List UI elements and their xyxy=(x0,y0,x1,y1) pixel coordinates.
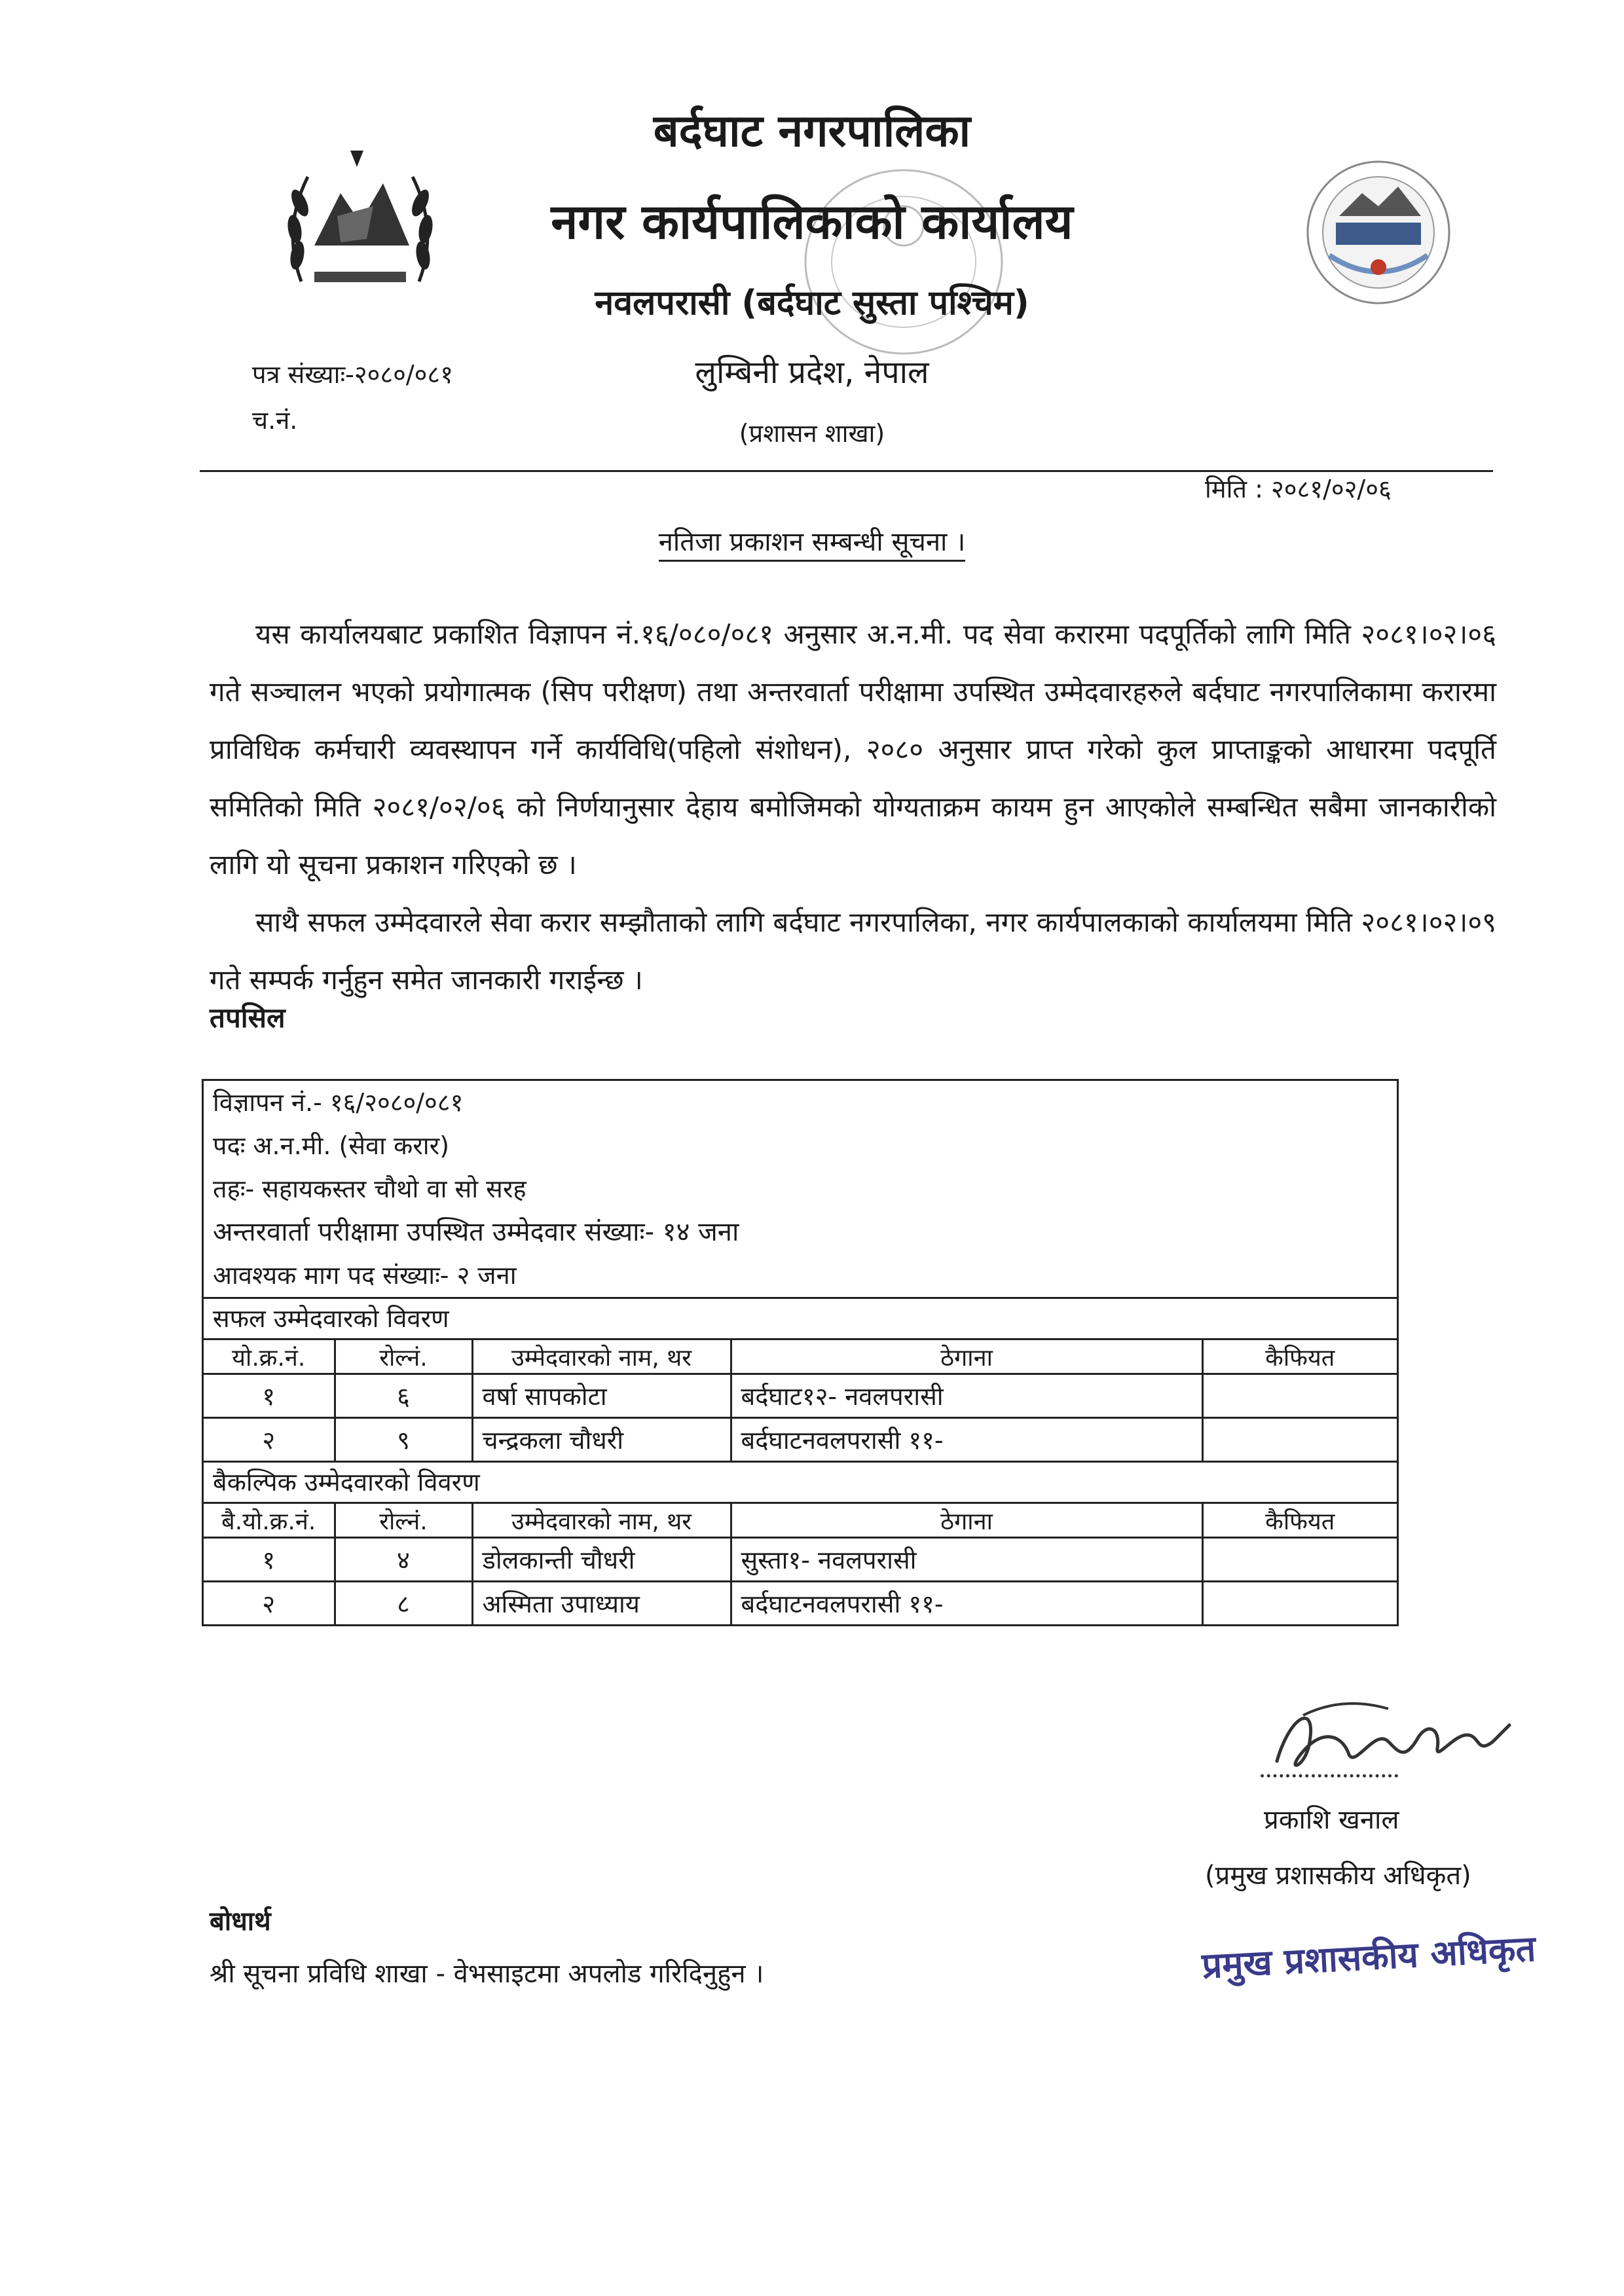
branch-line: (प्रशासन शाखा) xyxy=(739,419,885,448)
cell-sn: १ xyxy=(204,1538,335,1582)
cell-roll: ६ xyxy=(335,1374,472,1418)
municipality-name: बर्दघाट नगरपालिका xyxy=(653,105,971,157)
post-name: पदः अ.न.मी. (सेवा करार) xyxy=(213,1131,450,1160)
col-roll: रोल्नं. xyxy=(335,1339,472,1374)
table-row xyxy=(204,1374,1397,1418)
issue-date: मिति : २०८१/०२/०६ xyxy=(1205,475,1392,503)
paragraph-1: यस कार्यालयबाट प्रकाशित विज्ञापन नं.१६/०८०/०८१ अनुसार अ.न.मी. पद सेवा करारमा पदपूर्तिको लागि मिति २०८१।०२।०६ गते सञ्चालन भएको प्रयोगात्मक (सिप परीक्षण) तथा अन्तरवार्ता परीक्षामा उपस्थित उम्मेदवारहरुले बर्दघाट नगरपालिकामा करारमा प्राविधिक कर्मचारी व्यवस्थापन गर्ने कार्यविधि(पहिलो संशोधन), २०८० अनुसार प्राप्त गरेको कुल प्राप्ताङ्कको आधारमा पदपूर्ति समितिको मिति २०८१/०२/०६ को निर्णयानुसार देहाय बमोजिमको योग्यताक्रम कायम हुन आएकोले सम्बन्धित सबैमा जानकारीको लागि यो सूचना प्रकाशन गरिएको छ । xyxy=(210,618,1496,881)
signatory-title: (प्रमुख प्रशासकीय अधिकृत) xyxy=(1205,1861,1471,1891)
cell-remark xyxy=(1202,1582,1397,1625)
designation-stamp: प्रमुख प्रशासकीय अधिकृत xyxy=(1200,1927,1537,1987)
cell-address: बर्दघाटनवलपरासी ११- xyxy=(731,1418,1202,1461)
alternate-heading: बैकल्पिक उम्मेदवारको विवरण xyxy=(204,1461,1397,1502)
cell-remark xyxy=(1202,1374,1397,1418)
successful-heading: सफल उम्मेदवारको विवरण xyxy=(204,1297,1397,1338)
cell-address: सुस्ता१- नवलपरासी xyxy=(731,1538,1202,1582)
cell-address: बर्दघाट१२- नवलपरासी xyxy=(731,1374,1202,1418)
col-name: उम्मेदवारको नाम, थर xyxy=(472,1339,731,1374)
col-sn: यो.क्र.नं. xyxy=(204,1339,335,1374)
cell-remark xyxy=(1202,1538,1397,1582)
col-roll: रोल्नं. xyxy=(335,1503,472,1538)
dispatch-number: च.नं. xyxy=(252,406,298,435)
cc-label: बोधार्थ xyxy=(210,1906,271,1937)
subject-text: नतिजा प्रकाशन सम्बन्धी सूचना । xyxy=(659,527,966,562)
table-row xyxy=(204,1582,1397,1625)
signatory-name: प्रकाशि खनाल xyxy=(1264,1805,1399,1835)
successful-table xyxy=(204,1338,1397,1461)
results-box xyxy=(202,1079,1399,1626)
col-remark: कैफियत xyxy=(1202,1339,1397,1374)
cell-remark xyxy=(1202,1418,1397,1461)
paragraph-2: साथै सफल उम्मेदवारले सेवा करार सम्झौताको लागि बर्दघाट नगरपालिका, नगर कार्यपालकाको कार्यालयमा मिति २०८१।०२।०९ गते सम्पर्क गर्नुहुन समेत जानकारी गराईन्छ । xyxy=(210,906,1496,996)
handwritten-signature xyxy=(1264,1689,1526,1787)
cell-name: अस्मिता उपाध्याय xyxy=(472,1582,731,1625)
col-name: उम्मेदवारको नाम, थर xyxy=(472,1503,731,1538)
cell-roll: ९ xyxy=(335,1418,472,1461)
col-address: ठेगाना xyxy=(731,1339,1202,1374)
col-sn: बै.यो.क्र.नं. xyxy=(204,1503,335,1538)
letter-number: पत्र संख्याः-२०८०/०८१ xyxy=(252,360,453,389)
present-candidates: अन्तरवार्ता परीक्षामा उपस्थित उम्मेदवार संख्याः- १४ जना xyxy=(213,1217,739,1247)
table-row xyxy=(204,1538,1397,1582)
col-remark: कैफियत xyxy=(1202,1503,1397,1538)
post-level: तहः- सहायकस्तर चौथो वा सो सरह xyxy=(213,1175,526,1203)
office-name: नगर कार्यपालिकाको कार्यालय xyxy=(551,194,1073,250)
details-label: तपसिल xyxy=(210,1002,286,1034)
col-address: ठेगाना xyxy=(731,1503,1202,1538)
table-header-row xyxy=(204,1339,1397,1374)
cell-roll: ८ xyxy=(335,1582,472,1625)
cell-sn: २ xyxy=(204,1418,335,1461)
notice-body xyxy=(210,606,1496,1009)
signature-line xyxy=(1261,1774,1398,1777)
cell-sn: २ xyxy=(204,1582,335,1625)
cc-line: श्री सूचना प्रविधि शाखा - वेभसाइटमा अपलोड गरिदिनुहुन । xyxy=(210,1959,764,1989)
advertisement-number: विज्ञापन नं.- १६/२०८०/०८१ xyxy=(213,1088,464,1117)
alternate-table xyxy=(204,1502,1397,1624)
cell-name: चन्द्रकला चौधरी xyxy=(472,1418,731,1461)
required-posts: आवश्यक माग पद संख्याः- २ जना xyxy=(213,1261,517,1290)
cell-roll: ४ xyxy=(335,1538,472,1582)
table-header-row xyxy=(204,1503,1397,1538)
cell-name: वर्षा सापकोटा xyxy=(472,1374,731,1418)
province-line: लुम्बिनी प्रदेश, नेपाल xyxy=(695,354,929,391)
office-location: नवलपरासी (बर्दघाट सुस्ता पश्चिम) xyxy=(595,283,1029,323)
table-row xyxy=(204,1418,1397,1461)
cell-name: डोलकान्ती चौधरी xyxy=(472,1538,731,1582)
cell-sn: १ xyxy=(204,1374,335,1418)
notice-subject xyxy=(0,522,1624,558)
cell-address: बर्दघाटनवलपरासी ११- xyxy=(731,1582,1202,1625)
